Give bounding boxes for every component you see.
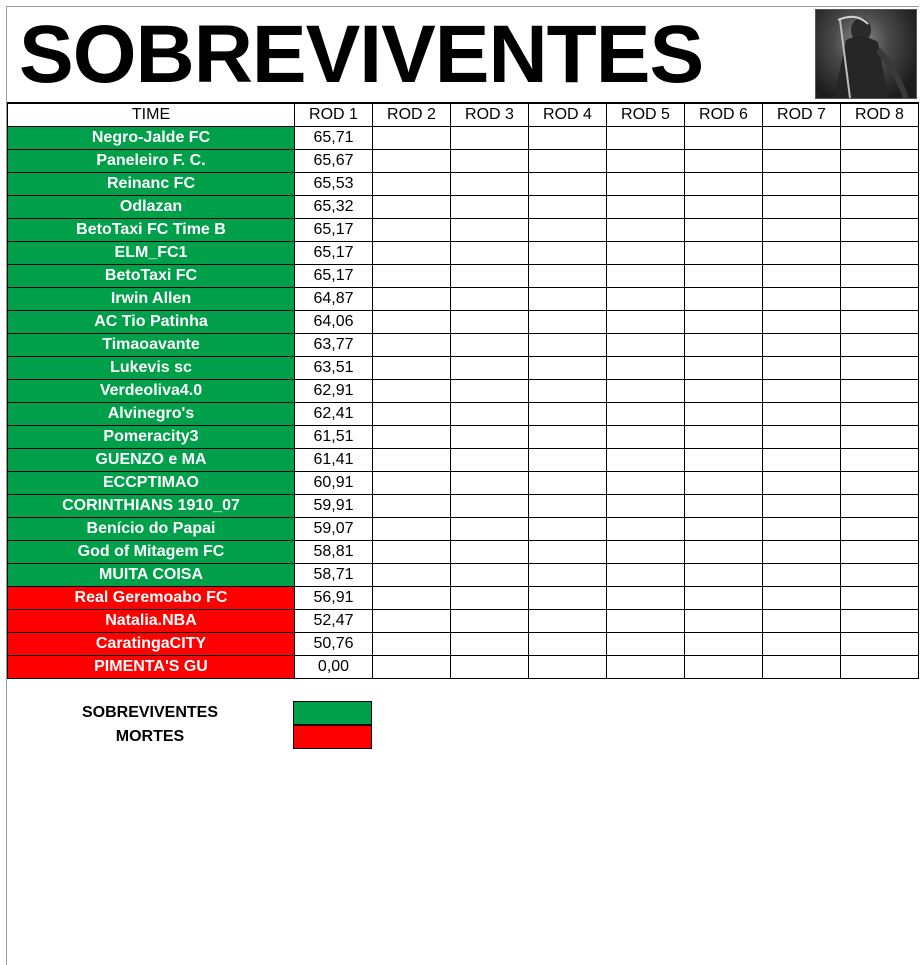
rod1-score-cell: 64,87 (295, 288, 373, 311)
rod6-score-cell (685, 242, 763, 265)
rod3-score-cell (451, 472, 529, 495)
rod2-score-cell (373, 633, 451, 656)
rod7-score-cell (763, 426, 841, 449)
table-row (8, 127, 919, 150)
rod2-score-cell (373, 380, 451, 403)
rod5-score-cell (607, 196, 685, 219)
rod4-score-cell (529, 288, 607, 311)
table-row (8, 242, 919, 265)
rod2-score-cell (373, 426, 451, 449)
rod8-score-cell (841, 334, 919, 357)
rod1-score-cell: 60,91 (295, 472, 373, 495)
rod1-score-cell: 65,17 (295, 242, 373, 265)
title-row (7, 7, 919, 103)
rod8-score-cell (841, 472, 919, 495)
rod1-score-cell: 52,47 (295, 610, 373, 633)
table-row (8, 518, 919, 541)
rod7-score-cell (763, 587, 841, 610)
team-name-cell: CaratingaCITY (8, 633, 295, 656)
rod3-score-cell (451, 610, 529, 633)
table-row (8, 357, 919, 380)
table-row (8, 610, 919, 633)
rod5-score-cell (607, 357, 685, 380)
rod4-score-cell (529, 426, 607, 449)
rod2-score-cell (373, 656, 451, 679)
rod3-score-cell (451, 127, 529, 150)
table-row (8, 196, 919, 219)
rod4-score-cell (529, 242, 607, 265)
rod2-score-cell (373, 587, 451, 610)
rod8-score-cell (841, 610, 919, 633)
rod6-score-cell (685, 219, 763, 242)
rod5-score-cell (607, 380, 685, 403)
team-name-cell: Odlazan (8, 196, 295, 219)
rod3-score-cell (451, 587, 529, 610)
team-name-cell: Paneleiro F. C. (8, 150, 295, 173)
team-name-cell: Real Geremoabo FC (8, 587, 295, 610)
rod5-score-cell (607, 265, 685, 288)
team-name-cell: GUENZO e MA (8, 449, 295, 472)
rod1-score-cell: 59,91 (295, 495, 373, 518)
rod2-score-cell (373, 173, 451, 196)
table-row (8, 334, 919, 357)
column-header-rod5: ROD 5 (607, 104, 685, 127)
table-row (8, 472, 919, 495)
table-row (8, 380, 919, 403)
rod8-score-cell (841, 403, 919, 426)
rod1-score-cell: 0,00 (295, 656, 373, 679)
rod3-score-cell (451, 334, 529, 357)
rod4-score-cell (529, 380, 607, 403)
rod5-score-cell (607, 403, 685, 426)
team-name-cell: Irwin Allen (8, 288, 295, 311)
rod6-score-cell (685, 173, 763, 196)
team-name-cell: ECCPTIMAO (8, 472, 295, 495)
team-name-cell: AC Tio Patinha (8, 311, 295, 334)
rod2-score-cell (373, 564, 451, 587)
rod4-score-cell (529, 150, 607, 173)
rod4-score-cell (529, 334, 607, 357)
rod3-score-cell (451, 311, 529, 334)
rod8-score-cell (841, 518, 919, 541)
rod1-score-cell: 63,77 (295, 334, 373, 357)
team-name-cell: Verdeoliva4.0 (8, 380, 295, 403)
rod5-score-cell (607, 633, 685, 656)
rod5-score-cell (607, 587, 685, 610)
rod6-score-cell (685, 564, 763, 587)
rod8-score-cell (841, 495, 919, 518)
rod5-score-cell (607, 449, 685, 472)
rod6-score-cell (685, 541, 763, 564)
rod7-score-cell (763, 518, 841, 541)
table-row (8, 633, 919, 656)
column-header-rod2: ROD 2 (373, 104, 451, 127)
rod1-score-cell: 65,17 (295, 219, 373, 242)
rod6-score-cell (685, 495, 763, 518)
rod2-score-cell (373, 357, 451, 380)
rod4-score-cell (529, 173, 607, 196)
rod3-score-cell (451, 196, 529, 219)
rod3-score-cell (451, 173, 529, 196)
rod1-score-cell: 64,06 (295, 311, 373, 334)
rod2-score-cell (373, 196, 451, 219)
rod3-score-cell (451, 633, 529, 656)
rod7-score-cell (763, 495, 841, 518)
rod2-score-cell (373, 403, 451, 426)
rod4-score-cell (529, 219, 607, 242)
rod7-score-cell (763, 242, 841, 265)
rod5-score-cell (607, 219, 685, 242)
rod6-score-cell (685, 633, 763, 656)
rod6-score-cell (685, 472, 763, 495)
rod7-score-cell (763, 403, 841, 426)
table-row (8, 173, 919, 196)
rod4-score-cell (529, 564, 607, 587)
rod4-score-cell (529, 656, 607, 679)
table-row (8, 150, 919, 173)
team-name-cell: Lukevis sc (8, 357, 295, 380)
rod7-score-cell (763, 656, 841, 679)
rod8-score-cell (841, 656, 919, 679)
rod5-score-cell (607, 472, 685, 495)
rod7-score-cell (763, 357, 841, 380)
column-header-rod6: ROD 6 (685, 104, 763, 127)
rod7-score-cell (763, 449, 841, 472)
rod1-score-cell: 58,81 (295, 541, 373, 564)
rod5-score-cell (607, 127, 685, 150)
rod5-score-cell (607, 288, 685, 311)
rod8-score-cell (841, 127, 919, 150)
rod8-score-cell (841, 633, 919, 656)
team-name-cell: PIMENTA'S GU (8, 656, 295, 679)
rod6-score-cell (685, 426, 763, 449)
grim-reaper-image (815, 9, 917, 99)
rod7-score-cell (763, 196, 841, 219)
rod1-score-cell: 62,41 (295, 403, 373, 426)
rod4-score-cell (529, 449, 607, 472)
rod3-score-cell (451, 449, 529, 472)
rod3-score-cell (451, 495, 529, 518)
rod2-score-cell (373, 334, 451, 357)
column-header-rod1: ROD 1 (295, 104, 373, 127)
team-name-cell: Natalia.NBA (8, 610, 295, 633)
rod5-score-cell (607, 495, 685, 518)
rod7-score-cell (763, 150, 841, 173)
rod5-score-cell (607, 242, 685, 265)
rod3-score-cell (451, 242, 529, 265)
table-row (8, 564, 919, 587)
rod1-score-cell: 63,51 (295, 357, 373, 380)
page-title: SOBREVIVENTES (19, 9, 704, 100)
rod5-score-cell (607, 426, 685, 449)
rod7-score-cell (763, 173, 841, 196)
rod3-score-cell (451, 380, 529, 403)
rod7-score-cell (763, 334, 841, 357)
rod4-score-cell (529, 587, 607, 610)
rod6-score-cell (685, 127, 763, 150)
rod5-score-cell (607, 564, 685, 587)
rod8-score-cell (841, 564, 919, 587)
rod8-score-cell (841, 219, 919, 242)
rod2-score-cell (373, 127, 451, 150)
rod4-score-cell (529, 518, 607, 541)
rod7-score-cell (763, 380, 841, 403)
rod2-score-cell (373, 518, 451, 541)
rod8-score-cell (841, 357, 919, 380)
rod4-score-cell (529, 196, 607, 219)
rod2-score-cell (373, 449, 451, 472)
table-row (8, 403, 919, 426)
rod1-score-cell: 50,76 (295, 633, 373, 656)
rod8-score-cell (841, 587, 919, 610)
rod6-score-cell (685, 449, 763, 472)
rod8-score-cell (841, 242, 919, 265)
rod5-score-cell (607, 610, 685, 633)
team-name-cell: MUITA COISA (8, 564, 295, 587)
rod3-score-cell (451, 219, 529, 242)
rod8-score-cell (841, 311, 919, 334)
rod4-score-cell (529, 311, 607, 334)
rod7-score-cell (763, 288, 841, 311)
legend-deaths-swatch (293, 725, 372, 749)
rod3-score-cell (451, 150, 529, 173)
rod2-score-cell (373, 242, 451, 265)
rod8-score-cell (841, 288, 919, 311)
team-name-cell: Timaoavante (8, 334, 295, 357)
rod5-score-cell (607, 173, 685, 196)
column-header-rod7: ROD 7 (763, 104, 841, 127)
rod8-score-cell (841, 449, 919, 472)
rod6-score-cell (685, 656, 763, 679)
table-row (8, 288, 919, 311)
rod5-score-cell (607, 311, 685, 334)
team-name-cell: Negro-Jalde FC (8, 127, 295, 150)
rod8-score-cell (841, 380, 919, 403)
team-name-cell: ELM_FC1 (8, 242, 295, 265)
rod4-score-cell (529, 633, 607, 656)
rod7-score-cell (763, 472, 841, 495)
rod6-score-cell (685, 357, 763, 380)
rod2-score-cell (373, 219, 451, 242)
rod4-score-cell (529, 472, 607, 495)
spreadsheet (6, 6, 919, 965)
rod8-score-cell (841, 426, 919, 449)
rod2-score-cell (373, 265, 451, 288)
rod1-score-cell: 65,71 (295, 127, 373, 150)
ranking-table (7, 103, 919, 679)
team-name-cell: Pomeracity3 (8, 426, 295, 449)
rod3-score-cell (451, 541, 529, 564)
rod1-score-cell: 61,51 (295, 426, 373, 449)
rod3-score-cell (451, 288, 529, 311)
rod2-score-cell (373, 541, 451, 564)
column-header-rod8: ROD 8 (841, 104, 919, 127)
rod7-score-cell (763, 564, 841, 587)
team-name-cell: BetoTaxi FC Time B (8, 219, 295, 242)
rod7-score-cell (763, 610, 841, 633)
rod7-score-cell (763, 633, 841, 656)
rod3-score-cell (451, 564, 529, 587)
team-name-cell: CORINTHIANS 1910_07 (8, 495, 295, 518)
column-header-team: TIME (8, 104, 295, 127)
rod4-score-cell (529, 495, 607, 518)
table-row (8, 495, 919, 518)
rod1-score-cell: 65,53 (295, 173, 373, 196)
rod8-score-cell (841, 541, 919, 564)
team-name-cell: Alvinegro's (8, 403, 295, 426)
table-row (8, 449, 919, 472)
legend-survivors-swatch (293, 701, 372, 725)
rod5-score-cell (607, 150, 685, 173)
rod6-score-cell (685, 150, 763, 173)
rod6-score-cell (685, 403, 763, 426)
rod4-score-cell (529, 357, 607, 380)
table-row (8, 656, 919, 679)
table-row (8, 265, 919, 288)
legend-survivors-label: SOBREVIVENTES (81, 704, 219, 721)
rod5-score-cell (607, 541, 685, 564)
table-row (8, 587, 919, 610)
rod6-score-cell (685, 610, 763, 633)
rod1-score-cell: 65,17 (295, 265, 373, 288)
team-name-cell: God of Mitagem FC (8, 541, 295, 564)
rod2-score-cell (373, 288, 451, 311)
header-row (8, 104, 919, 127)
rod4-score-cell (529, 610, 607, 633)
rod5-score-cell (607, 334, 685, 357)
rod1-score-cell: 61,41 (295, 449, 373, 472)
rod2-score-cell (373, 150, 451, 173)
rod1-score-cell: 58,71 (295, 564, 373, 587)
table-row (8, 541, 919, 564)
rod6-score-cell (685, 196, 763, 219)
rod5-score-cell (607, 518, 685, 541)
rod3-score-cell (451, 518, 529, 541)
rod6-score-cell (685, 288, 763, 311)
rod4-score-cell (529, 403, 607, 426)
rod2-score-cell (373, 610, 451, 633)
table-row (8, 219, 919, 242)
team-name-cell: Reinanc FC (8, 173, 295, 196)
rod4-score-cell (529, 541, 607, 564)
rod3-score-cell (451, 403, 529, 426)
rod3-score-cell (451, 265, 529, 288)
rod7-score-cell (763, 219, 841, 242)
rod1-score-cell: 62,91 (295, 380, 373, 403)
table-row (8, 426, 919, 449)
rod3-score-cell (451, 656, 529, 679)
rod1-score-cell: 56,91 (295, 587, 373, 610)
rod8-score-cell (841, 173, 919, 196)
rod4-score-cell (529, 127, 607, 150)
rod7-score-cell (763, 311, 841, 334)
rod6-score-cell (685, 518, 763, 541)
rod4-score-cell (529, 265, 607, 288)
rod6-score-cell (685, 334, 763, 357)
rod7-score-cell (763, 127, 841, 150)
rod7-score-cell (763, 265, 841, 288)
rod6-score-cell (685, 380, 763, 403)
rod1-score-cell: 65,67 (295, 150, 373, 173)
rod8-score-cell (841, 150, 919, 173)
rod6-score-cell (685, 587, 763, 610)
rod2-score-cell (373, 311, 451, 334)
rod1-score-cell: 59,07 (295, 518, 373, 541)
rod6-score-cell (685, 311, 763, 334)
column-header-rod4: ROD 4 (529, 104, 607, 127)
rod2-score-cell (373, 495, 451, 518)
rod5-score-cell (607, 656, 685, 679)
rod3-score-cell (451, 357, 529, 380)
team-name-cell: BetoTaxi FC (8, 265, 295, 288)
team-name-cell: Benício do Papai (8, 518, 295, 541)
column-header-rod3: ROD 3 (451, 104, 529, 127)
rod8-score-cell (841, 196, 919, 219)
rod6-score-cell (685, 265, 763, 288)
rod3-score-cell (451, 426, 529, 449)
rod1-score-cell: 65,32 (295, 196, 373, 219)
legend-deaths-label: MORTES (115, 728, 185, 745)
rod8-score-cell (841, 265, 919, 288)
rod2-score-cell (373, 472, 451, 495)
rod7-score-cell (763, 541, 841, 564)
table-row (8, 311, 919, 334)
